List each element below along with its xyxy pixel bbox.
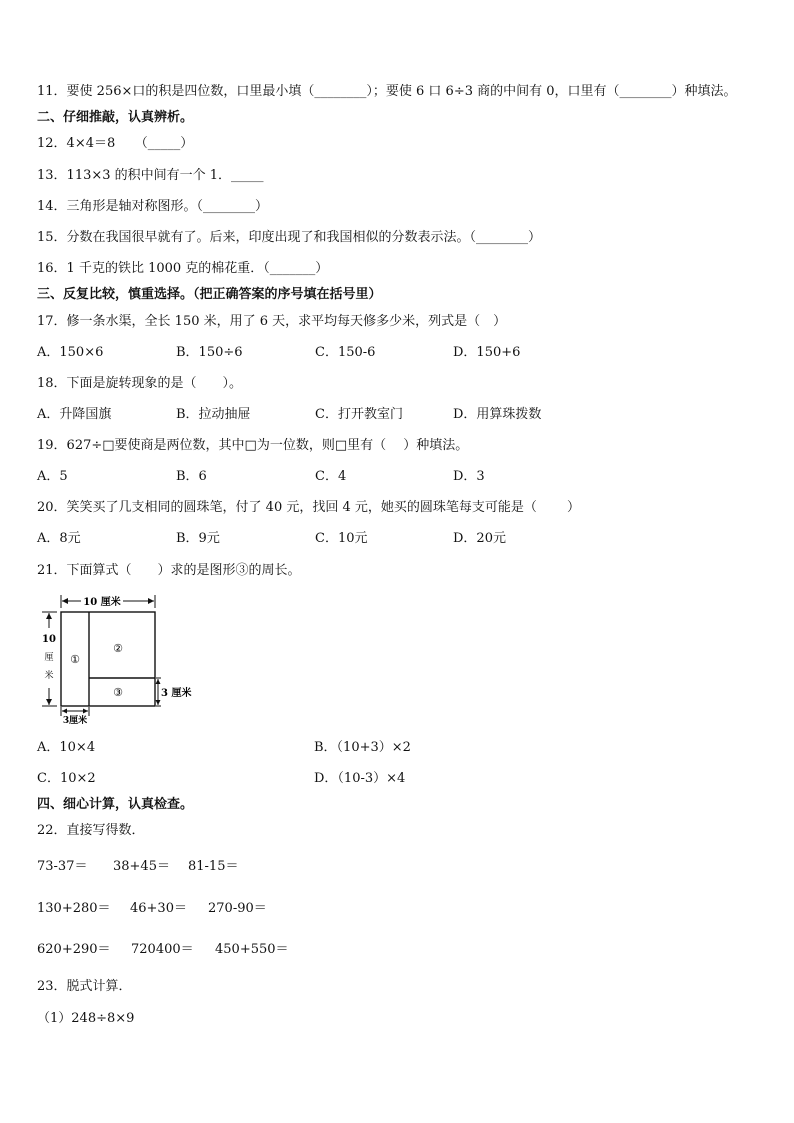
bottom-dim-arrow-right [83, 709, 88, 714]
question-23-stem: 23．脱式计算． [37, 979, 132, 994]
section-2-title: 二、仔细推敲，认真辨析。 [37, 110, 194, 125]
q21-option-b: B．（10+3）×2 [314, 740, 411, 755]
q18-option-b: B．拉动抽屉 [176, 407, 251, 422]
q18-option-c: C．打开教室门 [315, 407, 403, 422]
bottom-dim-arrow-left [62, 709, 67, 714]
rectangle-figure [38, 590, 198, 726]
question-23-item-1: （1）248÷8×9 [37, 1011, 135, 1026]
calc-item: 130+280＝ [37, 901, 111, 916]
question-15: 15．分数在我国很早就有了。后来，印度出现了和我国相似的分数表示法。（________） [37, 230, 542, 245]
q18-option-a: A．升降国旗 [37, 407, 112, 422]
question-14: 14．三角形是轴对称图形。（________） [37, 199, 269, 214]
top-dim-arrow-left [62, 598, 68, 604]
left-dim-unit-1: 厘 [44, 653, 54, 663]
question-21-stem: 21．下面算式（ ）求的是图形③的周长。 [37, 563, 301, 578]
q19-option-a: A．5 [37, 469, 68, 484]
left-dim-unit-2: 米 [44, 671, 54, 681]
question-20-stem: 20．笑笑买了几支相同的圆珠笔，付了 40 元，找回 4 元，她买的圆珠笔每支可能是（ ） [37, 500, 581, 515]
calc-item: 81-15＝ [188, 859, 239, 874]
calc-item: 720400＝ [131, 942, 194, 957]
question-16: 16．1 千克的铁比 1000 克的棉花重．（_______） [37, 261, 329, 276]
q19-option-c: C．4 [315, 469, 347, 484]
q20-option-a: A．8元 [37, 531, 81, 546]
left-dim-arrow-top [46, 613, 52, 619]
q17-option-b: B．150÷6 [176, 345, 243, 360]
q17-option-d: D．150+6 [453, 345, 521, 360]
bottom-dim-label: 3厘米 [62, 716, 88, 726]
question-11: 11．要使 256×口的积是四位数，口里最小填（________）；要使 6 口 6÷3 商的中间有 0，口里有（________）种填法。 [37, 84, 737, 99]
question-19-stem: 19．627÷□要使商是两位数，其中□为一位数，则□里有（ ）种填法。 [37, 438, 469, 453]
question-13: 13．113×3 的积中间有一个 1．_____ [37, 168, 264, 183]
left-dim-number: 10 [42, 634, 56, 645]
region-2-label: ② [113, 642, 123, 655]
left-dim-arrow-bottom [46, 699, 52, 705]
q19-option-b: B．6 [176, 469, 207, 484]
q20-option-c: C．10元 [315, 531, 368, 546]
calc-item: 73-37＝ [37, 859, 88, 874]
q19-option-d: D．3 [453, 469, 485, 484]
calc-item: 38+45＝ [113, 859, 170, 874]
calc-item: 450+550＝ [215, 942, 289, 957]
right-dim-arrow-bottom [156, 700, 161, 705]
section-4-title: 四、细心计算，认真检查。 [37, 797, 194, 812]
q20-option-d: D．20元 [453, 531, 506, 546]
question-18-stem: 18．下面是旋转现象的是（ ）。 [37, 376, 243, 391]
region-3-label: ③ [113, 686, 123, 699]
q20-option-b: B．9元 [176, 531, 220, 546]
question-22-stem: 22．直接写得数． [37, 823, 145, 838]
q21-option-d: D．（10-3）×4 [314, 771, 406, 786]
q21-option-c: C．10×2 [37, 771, 96, 786]
calc-item: 270-90＝ [208, 901, 267, 916]
question-17-stem: 17．修一条水渠，全长 150 米，用了 6 天，求平均每天修多少米，列式是（ ） [37, 314, 507, 329]
right-dim-label: 3 厘米 [161, 688, 192, 699]
q18-option-d: D．用算珠拨数 [453, 407, 542, 422]
q17-option-c: C．150-6 [315, 345, 376, 360]
region-1-label: ① [70, 653, 80, 666]
top-dim-arrow-right [148, 598, 154, 604]
section-3-title: 三、反复比较，慎重选择。（把正确答案的序号填在括号里） [37, 287, 382, 302]
question-12: 12．4×4＝8 （_____） [37, 136, 194, 151]
right-dim-arrow-top [156, 679, 161, 684]
calc-item: 620+290＝ [37, 942, 111, 957]
top-dim-label: 10 厘米 [83, 597, 121, 608]
calc-item: 46+30＝ [130, 901, 187, 916]
q17-option-a: A．150×6 [37, 345, 104, 360]
q21-option-a: A．10×4 [37, 740, 96, 755]
